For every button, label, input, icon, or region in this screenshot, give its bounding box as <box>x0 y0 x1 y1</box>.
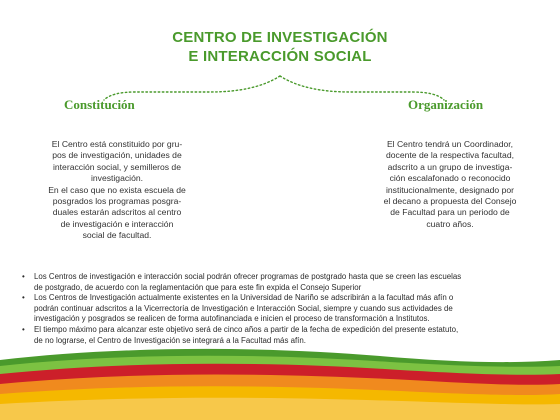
text-line: interacción social, y semilleros de <box>52 161 181 172</box>
bullet-dot: • <box>22 324 25 334</box>
text-line: de Facultad para un periodo de <box>390 207 510 218</box>
text-line: institucionalmente, designado por <box>385 184 515 195</box>
text-line: El Centro tendrá un Coordinador, <box>386 139 514 149</box>
bullet-line: investigación y posgrados se realicen de forma autofinanciada e inicien el proceso de transformación a Institutos. <box>34 314 430 324</box>
text-line: de investigación e interacción <box>60 218 174 229</box>
text-line: El Centro está constituido por gru- <box>51 139 183 149</box>
text-line: cuatro años. <box>426 218 474 229</box>
heading-constitucion: Constitución <box>64 97 135 112</box>
bullet-line: Los Centros de investigación e interacción social podrán ofrecer programas de postgrado hasta que se creen las escuelas <box>34 272 462 281</box>
text-line: En el caso que no exista escuela de <box>48 184 186 195</box>
bullet-line: de no lograrse, el Centro de Investigación se integrará a la Facultad más afín. <box>34 335 306 345</box>
text-line: social de facultad. <box>82 230 152 241</box>
bullet-line: Los Centros de Investigación actualmente existentes en la Universidad de Nariño se adscribirán a la facultad más afín o <box>34 293 454 303</box>
bullet-dot: • <box>22 272 25 281</box>
text-line: ción escalafonado o reconocido <box>389 173 511 184</box>
text-line: docente de la respectiva facultad, <box>385 150 515 161</box>
title-line-2: E INTERACCIÓN SOCIAL <box>188 48 372 65</box>
text-line: pos de investigación, unidades de <box>52 150 182 161</box>
heading-organizacion: Organización <box>408 97 484 112</box>
bullet-line: El tiempo máximo para alcanzar este objetivo será de cinco años a partir de la fecha de expedición del presente estatuto, <box>34 324 459 334</box>
title-line-1: CENTRO DE INVESTIGACIÓN <box>172 29 388 46</box>
bullet-line: de postgrado, de acuerdo con la reglamentación que para este fin expida el Consejo Superior <box>34 282 362 292</box>
text-line: adscrito a un grupo de investiga- <box>387 161 513 172</box>
bullet-dot: • <box>22 293 25 303</box>
text-line: duales estarán adscritos al centro <box>52 207 182 218</box>
bullet-line: podrán continuar adscritos a la Vicerrectoría de Investigación e Interacción Social, siempre y cuando sus actividades de <box>34 303 453 313</box>
text-line: el decano a propuesta del Consejo <box>383 196 517 207</box>
text-line: investigación. <box>90 173 144 184</box>
text-line: posgrados los programas posgra- <box>52 196 182 207</box>
